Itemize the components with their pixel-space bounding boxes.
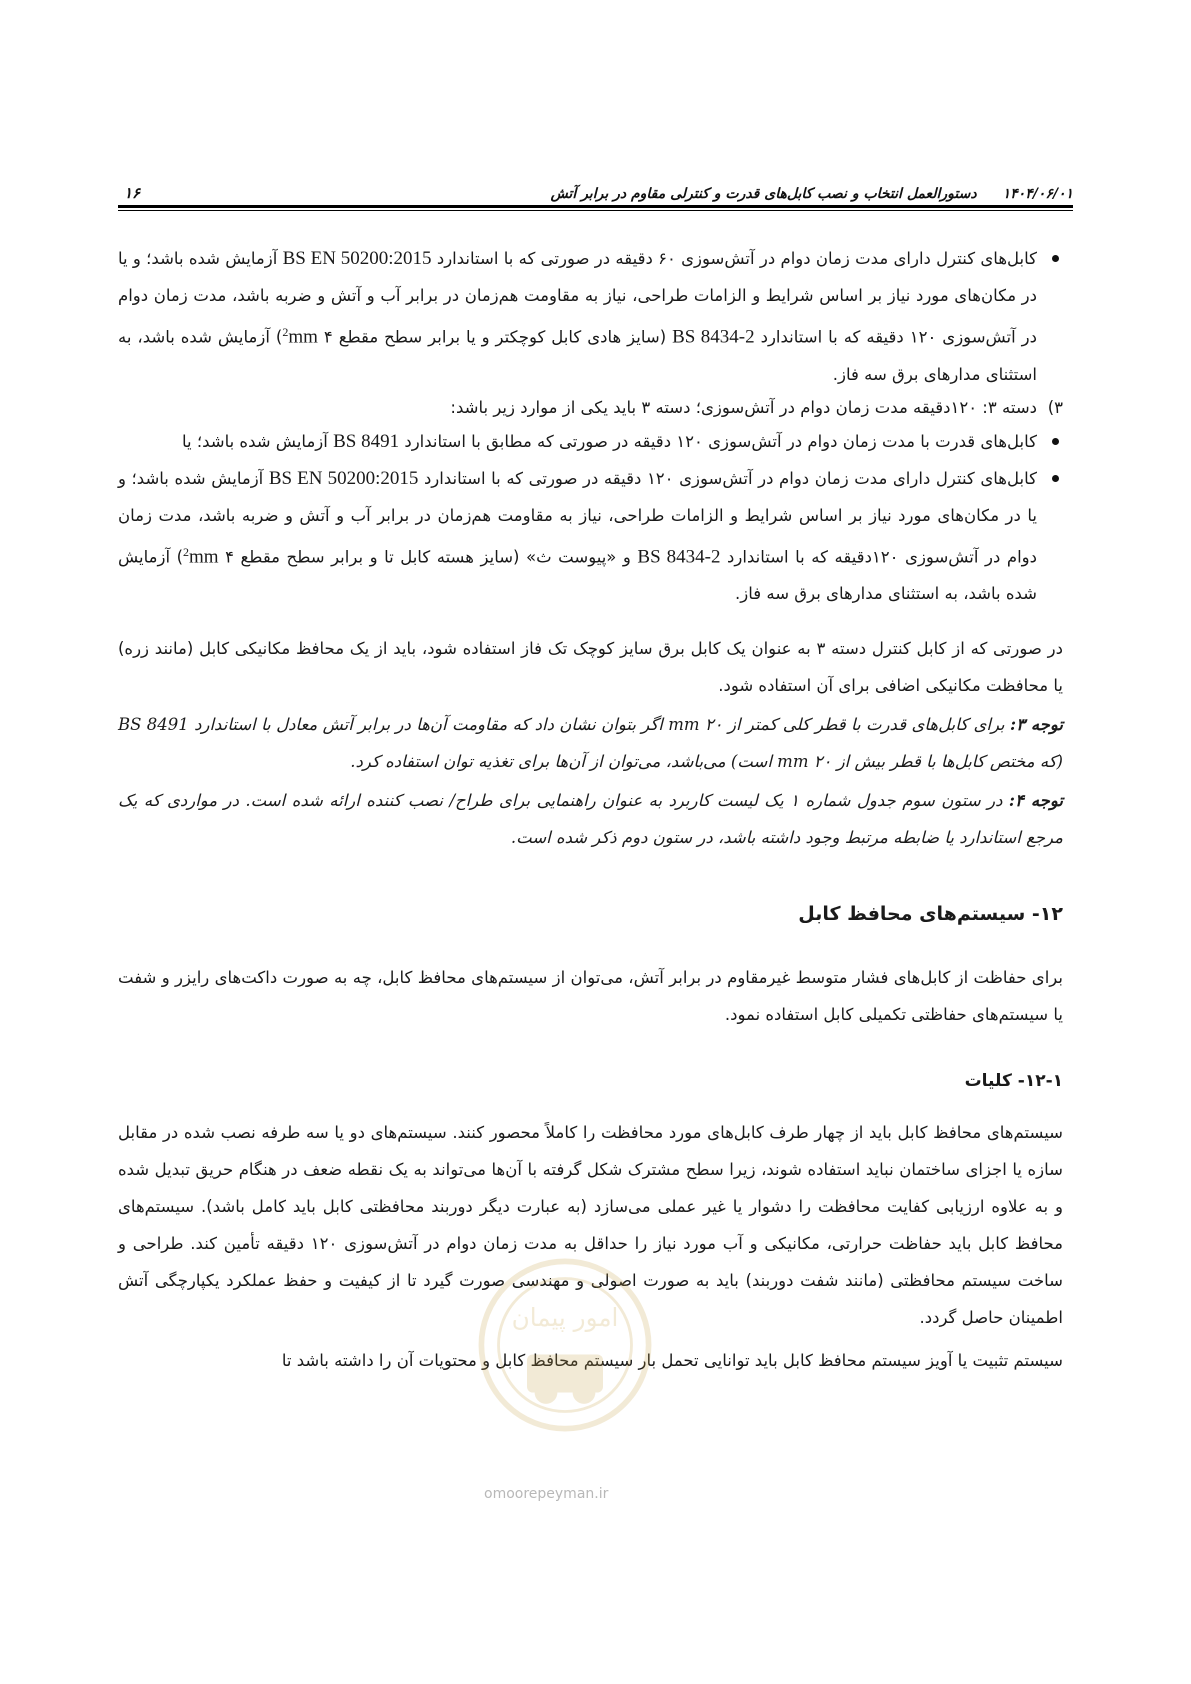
standard-bs-8434-2: BS 8434-2 (637, 546, 721, 567)
section-12-1-para-1: سیستم‌های محافظ کابل باید از چهار طرف کابل‌های مورد محافظت را کاملاً محصور کنند. سیستم‌های دو یا سه طرفه نصب شده در مقابل سازه یا اجزای ساختمان نباید استفاده شوند، زیرا سطح مشترک شکل گرفته با آن‌ها می‌تواند به یک نقطه ضعف در هنگام حریق تبدیل شده و به علاوه ارزیابی کفایت محافظت را دشوار یا غیر عملی می‌سازد (به عبارت دیگر دوربند محافظتی کابل باید کامل باشد). سیستم‌های محافظ کابل باید حفاظت حرارتی، مکانیکی و آب مورد نیاز را حداقل به مدت زمان دوام در آتش‌سوزی ۱۲۰ دقیقه تأمین کند. طراحی و ساخت سیستم محافظتی (مانند شفت دوربند) باید به صورت اصولی و مهندسی صورت گیرد تا از کیفیت و حفظ عملکرد یکپارچگی آتش اطمینان حاصل گردد. (118, 1123, 1063, 1327)
unit-mm: mm (288, 326, 318, 348)
page-number: ۱۶ (124, 184, 141, 202)
paragraph-mechanical-protection: در صورتی که از کابل کنترل دسته ۳ به عنوان یک کابل برق سایز کوچک تک فاز استفاده شود، باید از یک محافظ مکانیکی کابل (مانند زره) یا محافظت مکانیکی اضافی برای آن استفاده شود. (118, 639, 1063, 695)
item3-text: دسته ۳: ۱۲۰دقیقه مدت زمان دوام در آتش‌سوزی؛ دسته ۳ باید یکی از موارد زیر باشد: (450, 397, 1037, 417)
note-4-label: توجه ۴: (1008, 791, 1063, 810)
unit-sup: 2 (282, 325, 289, 339)
unit-sup: 2 (183, 544, 190, 559)
bullet1-end: ) آزمایش شده باشد، به استثنای مدارهای برق سه فاز. (118, 327, 1037, 384)
bullet3-pre: کابل‌های کنترل دارای مدت زمان دوام در آتش‌سوزی ۱۲۰ دقیقه در صورتی که با استاندارد (418, 468, 1037, 488)
note-4-text: در ستون سوم جدول شماره ۱ یک لیست کاربرد به عنوان راهنمایی برای طراح/ نصب کننده ارائه شده است. در مواردی که یک مرجع استاندارد یا ضابطه مرتبط وجود داشته باشد، در ستون دوم ذکر شده است. (118, 791, 1063, 847)
section-12-1-heading: ۱۲-۱- کلیات (964, 1071, 1063, 1091)
watermark-logo-text: امور پیمان (511, 1303, 619, 1332)
item-number: ۳) (1047, 397, 1063, 417)
section-12-intro: برای حفاظت از کابل‌های فشار متوسط غیرمقاوم در برابر آتش، می‌توان از سیستم‌های محافظ کابل، چه به صورت داکت‌های رایزر و شفت یا سیستم‌های حفاظتی تکمیلی کابل استفاده نمود. (118, 968, 1063, 1024)
bullet-power-cables-120 (118, 423, 1063, 460)
bullet-control-cables-120 (118, 460, 1063, 613)
bullet1-post: (سایز هادی کابل کوچکتر و یا برابر سطح مقطع ۴ (317, 327, 673, 347)
section-12-heading: ۱۲- سیستم‌های محافظ کابل (798, 903, 1063, 925)
bullet1-pre: کابل‌های کنترل دارای مدت زمان دوام در آتش‌سوزی ۶۰ دقیقه در صورتی که با استاندارد (431, 249, 1037, 268)
document-body (118, 240, 1063, 1379)
standard-bs-8491: BS 8491 (333, 430, 400, 452)
watermark-url: omoorepeyman.ir (484, 1486, 609, 1502)
category-3-item (118, 393, 1063, 423)
header-title-group (551, 186, 1073, 202)
bullet3-post: و «پیوست ث» (سایز هسته کابل تا و برابر سطح مقطع ۴ (218, 547, 638, 566)
standard-bs-en-50200: BS EN 50200:2015 (282, 248, 432, 269)
note-3-text: برای کابل‌های قدرت با قطر کلی کمتر از ۲۰ mm اگر بتوان نشان داد که مقاومت آن‌ها در برابر آتش معادل با استاندارد BS 8491 (که مختص کابل‌ها با قطر بیش از ۲۰ mm است) می‌باشد، می‌توان از آن‌ها برای تغذیه توان استفاده کرد. (118, 715, 1063, 771)
bullet2-post: آزمایش شده باشد؛ یا (181, 431, 334, 451)
header-title: دستورالعمل انتخاب و نصب کابل‌های قدرت و کنترلی مقاوم در برابر آتش (550, 186, 977, 202)
header-rule-thick (118, 205, 1073, 208)
note-3-label: توجه ۳: (1010, 715, 1063, 734)
bullet3-end: ) آزمایش شده باشد، به استثنای مدارهای برق سه فاز. (118, 547, 1037, 603)
section-12-1-para-2: سیستم تثبیت یا آویز سیستم محافظ کابل باید توانایی تحمل بار سیستم محافظ کابل و محتویات آن را داشته باشد تا (281, 1351, 1063, 1370)
bullet-control-cables-60 (118, 240, 1063, 393)
note-3 (118, 706, 1063, 780)
page-header (124, 178, 1073, 202)
bullet2-pre: کابل‌های قدرت با مدت زمان دوام در آتش‌سوزی ۱۲۰ دقیقه در صورتی که مطابق با استاندارد (399, 431, 1037, 451)
bullet3-mid: آزمایش شده باشد؛ و یا در مکان‌های مورد نیاز بر اساس شرایط و الزامات طراحی، نیاز به مقاومت هم‌زمان در برابر آب و آتش و ضربه باشد، مدت زمان دوام در آتش‌سوزی ۱۲۰دقیقه که با استاندارد (118, 468, 1037, 566)
standard-bs-en-50200: BS EN 50200:2015 (268, 467, 419, 489)
standard-bs-8434-2: BS 8434-2 (672, 326, 755, 348)
note-4 (118, 782, 1063, 856)
bullet1-mid: آزمایش شده باشد؛ و یا در مکان‌های مورد نیاز بر اساس شرایط و الزامات طراحی، نیاز به مقاومت هم‌زمان در برابر آب و آتش و ضربه باشد، مدت زمان دوام در آتش‌سوزی ۱۲۰ دقیقه که با استاندارد (118, 249, 1038, 347)
unit-mm: mm (189, 546, 219, 567)
header-rule-thin (118, 210, 1073, 211)
header-date: ۱۴۰۴/۰۶/۰۱ (1002, 186, 1073, 202)
